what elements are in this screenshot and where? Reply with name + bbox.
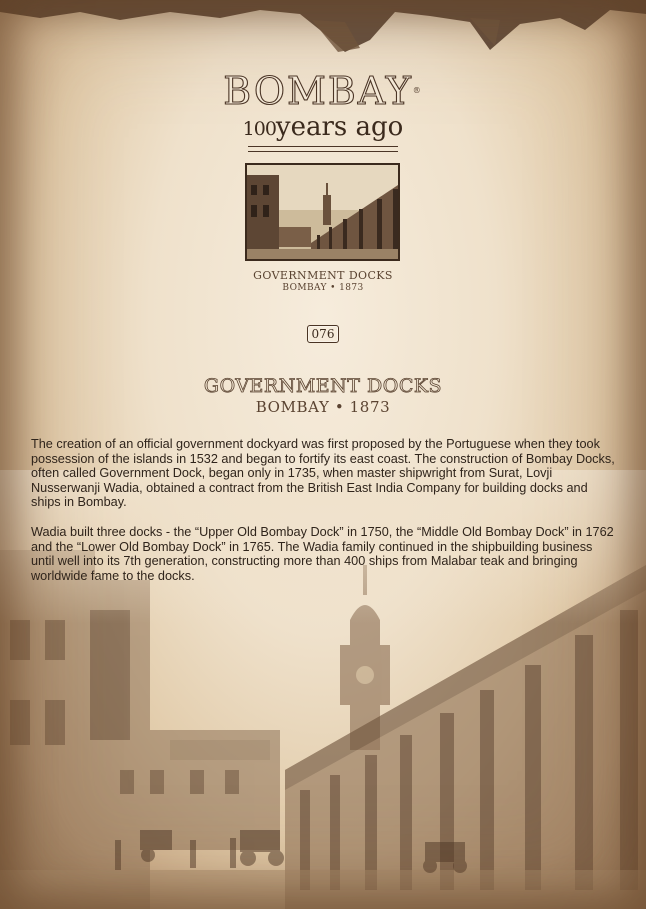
photo-caption-subtitle: BOMBAY • 1873 [282, 283, 364, 293]
tagline-underline [248, 146, 398, 152]
plate-number: 076 [307, 325, 339, 343]
tagline: 100years ago [242, 112, 404, 142]
photo-caption [0, 269, 646, 294]
article-title: GOVERNMENT DOCKS [203, 375, 443, 397]
brand-logo: BOMBAY® [223, 69, 423, 113]
article-subtitle: BOMBAY • 1873 [255, 398, 391, 416]
article-heading [0, 375, 646, 417]
torn-paper-edge [0, 0, 646, 60]
article-paragraph-1: The creation of an official government dockyard was first proposed by the Portuguese when they took possession of the islands in 1532 and began to fortify its east coast. The construction of Bombay Docks, often called Government Dock, began only in 1735, when master shipwright from Surat, Lovji Nusserwanji Wadia, obtained a contract from the British East India Company for building docks and ships in Bombay. [31, 437, 615, 510]
photo-caption-title: GOVERNMENT DOCKS [253, 269, 393, 282]
article-body [31, 437, 617, 598]
vintage-photograph [245, 163, 400, 261]
article-paragraph-2: Wadia built three docks - the “Upper Old Bombay Dock” in 1750, the “Middle Old Bombay Dock” in 1762 and the “Lower Old Bombay Dock” in 1765. The Wadia family continued in the shipbuilding business until well into its 7th generation, constructing more than 400 ships from Malabar teak and bringing worldwide fame to the docks. [31, 524, 614, 583]
masthead [0, 70, 646, 152]
